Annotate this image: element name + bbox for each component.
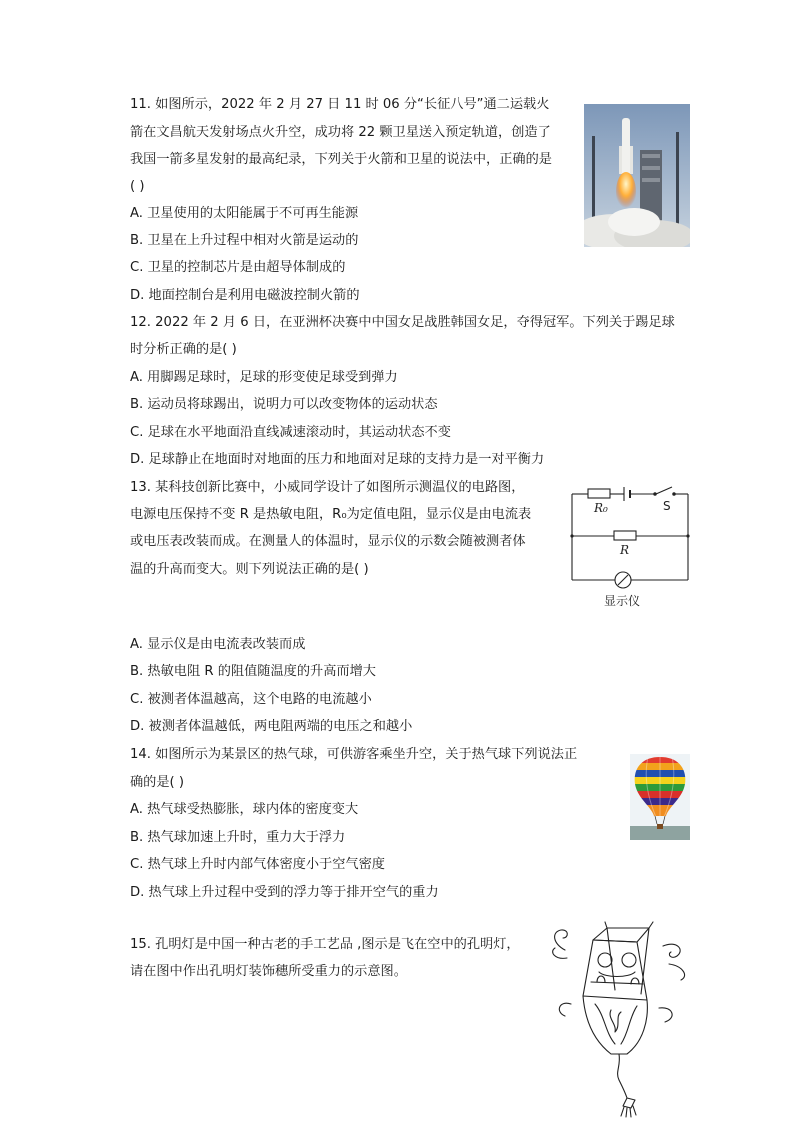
q11-option-d[interactable]: D. 地面控制台是利用电磁波控制火箭的	[130, 288, 360, 303]
q13-option-b[interactable]: B. 热敏电阻 R 的阻值随温度的升高而增大	[130, 664, 376, 679]
q15-stem-line-1: 15. 孔明灯是中国一种古老的手工艺品 ,图示是飞在空中的孔明灯，	[130, 937, 520, 952]
q13-stem-line-4: 温的升高而变大。则下列说法正确的是( )	[130, 562, 369, 577]
q12-option-d[interactable]: D. 足球静止在地面时对地面的压力和地面对足球的支持力是一对平衡力	[130, 452, 545, 467]
q14-stem-line-1: 14. 如图所示为某景区的热气球，可供游客乘坐升空，关于热气球下列说法正	[130, 747, 578, 762]
q14-option-d[interactable]: D. 热气球上升过程中受到的浮力等于排开空气的重力	[130, 885, 439, 900]
resistor-r0	[588, 489, 610, 498]
thermometer-circuit-diagram	[566, 484, 696, 614]
q14-option-c[interactable]: C. 热气球上升时内部气体密度小于空气密度	[130, 857, 385, 872]
rocket-launch-photo	[584, 104, 690, 247]
switch-label: S	[663, 499, 671, 513]
q13-option-c[interactable]: C. 被测者体温越高，这个电路的电流越小	[130, 692, 372, 707]
q11-option-a[interactable]: A. 卫星使用的太阳能属于不可再生能源	[130, 206, 359, 221]
q12-option-c[interactable]: C. 足球在水平地面沿直线减速滚动时，其运动状态不变	[130, 425, 451, 440]
q14-option-a[interactable]: A. 热气球受热膨胀，球内体的密度变大	[130, 802, 359, 817]
q12-option-a[interactable]: A. 用脚踢足球时，足球的形变使足球受到弹力	[130, 370, 398, 385]
q13-option-a[interactable]: A. 显示仪是由电流表改装而成	[130, 637, 306, 652]
hot-air-balloon-photo	[630, 754, 690, 840]
q11-stem-line-2: 箭在文昌航天发射场点火升空，成功将 22 颗卫星送入预定轨道，创造了	[130, 125, 551, 140]
q11-answer-bracket: ( )	[130, 179, 145, 194]
kongming-lantern-drawing	[545, 920, 695, 1120]
q11-option-c[interactable]: C. 卫星的控制芯片是由超导体制成的	[130, 260, 346, 275]
q11-stem-line-1: 11. 如图所示，2022 年 2 月 27 日 11 时 06 分“长征八号”通二运载火	[130, 97, 550, 112]
r0-label: R₀	[594, 501, 608, 515]
q14-stem-line-2: 确的是( )	[130, 775, 185, 790]
q13-stem-line-3: 或电压表改装而成。在测量人的体温时，显示仪的示数会随被测者体	[130, 534, 526, 549]
q15-stem-line-2: 请在图中作出孔明灯装饰穗所受重力的示意图。	[130, 964, 407, 979]
switch-s	[656, 487, 672, 494]
q13-stem-line-2: 电源电压保持不变 R 是热敏电阻，R₀为定值电阻，显示仪是由电流表	[130, 507, 532, 522]
q12-stem-line-1: 12. 2022 年 2 月 6 日，在亚洲杯决赛中中国女足战胜韩国女足，夺得冠军。下列关于踢足球	[130, 315, 675, 330]
q13-stem-line-1: 13. 某科技创新比赛中，小威同学设计了如图所示测温仪的电路图，	[130, 480, 525, 495]
q12-stem-line-2: 时分析正确的是( )	[130, 342, 237, 357]
r-label: R	[620, 543, 630, 557]
q13-option-d[interactable]: D. 被测者体温越低，两电阻两端的电压之和越小	[130, 719, 413, 734]
q12-option-b[interactable]: B. 运动员将球踢出，说明力可以改变物体的运动状态	[130, 397, 438, 412]
q11-stem-line-3: 我国一箭多星发射的最高纪录，下列关于火箭和卫星的说法中，正确的是	[130, 152, 552, 167]
q11-option-b[interactable]: B. 卫星在上升过程中相对火箭是运动的	[130, 233, 359, 248]
meter-label: 显示仪	[604, 594, 641, 608]
resistor-r	[614, 531, 636, 540]
q14-option-b[interactable]: B. 热气球加速上升时，重力大于浮力	[130, 830, 346, 845]
